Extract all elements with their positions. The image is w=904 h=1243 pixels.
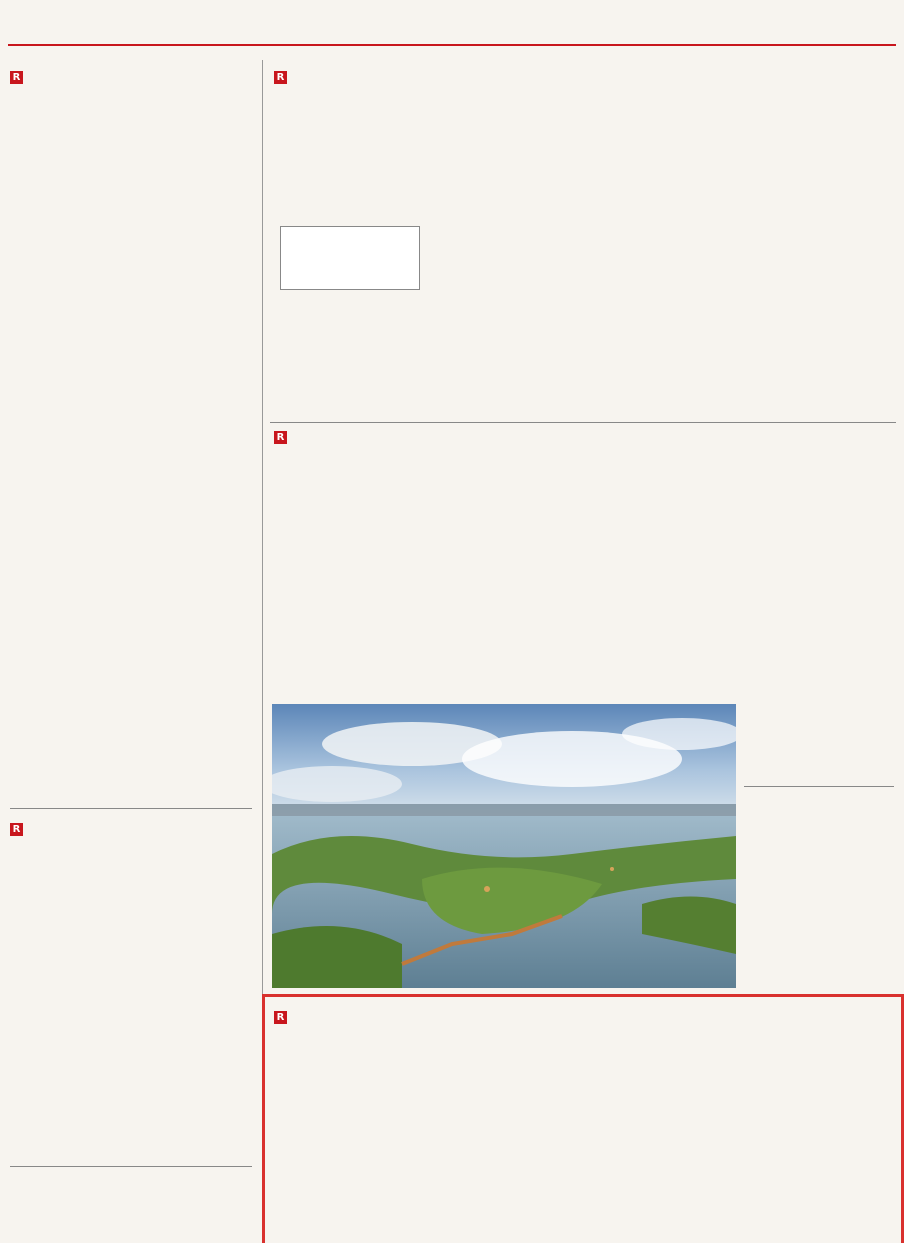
column-header-jintai: R: [274, 430, 290, 445]
wetland-park-photo: [272, 704, 736, 988]
section-divider: [10, 808, 252, 809]
article-body: [10, 902, 252, 1142]
section-divider: [10, 1166, 252, 1167]
article-body-continued: [754, 428, 894, 698]
article-body: [274, 530, 746, 698]
pull-quote: [281, 227, 419, 241]
column-header-warm-news: R: [274, 70, 290, 85]
column-header-zongheng: R: [10, 822, 26, 837]
article-body: [428, 204, 894, 420]
photo-caption: [744, 712, 894, 762]
article-body-middle: [10, 580, 252, 742]
side-text: [744, 792, 894, 852]
article-body-bottom: [10, 748, 252, 776]
section-divider: [270, 422, 896, 423]
caption-divider: [744, 786, 894, 787]
landscape-image: [272, 704, 736, 988]
call-for-papers-note: [120, 1180, 252, 1236]
column-header-china-dream: R: [10, 70, 26, 85]
article-body-continued: [738, 1008, 888, 1236]
pull-quote-box: [280, 226, 420, 290]
column-header-people-commentary: R: [274, 1010, 290, 1025]
article-body-top: [90, 98, 252, 578]
masthead-rule: [8, 44, 896, 46]
article-body: [282, 1098, 730, 1236]
article-byline: [10, 780, 252, 798]
event-summary: [280, 320, 420, 412]
